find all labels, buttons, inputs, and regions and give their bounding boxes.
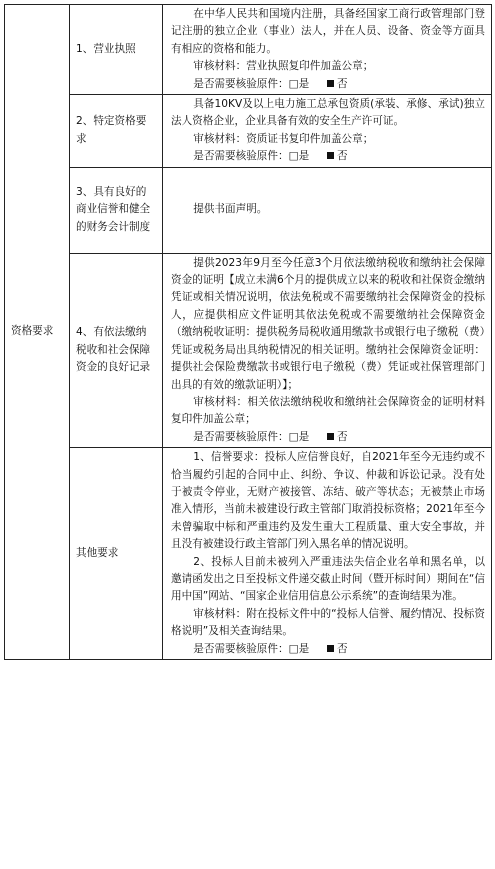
review-material: 审核材料：资质证书复印件加盖公章；	[193, 132, 374, 145]
verify-original-line: 是否需要核验原件：□是 否	[193, 77, 348, 90]
detail-text: 提供2023年9月至今任意3个月依法缴纳税收和缴纳社会保障资金的证明【成立未满6个月的提供成立以来的税收和社保资金缴纳凭证或相关情况说明，依法免税或不需要缴纳社会保障资金的投标人，应提供相应文件证明其依法免税或不需要缴纳社会保障资金（缴纳税收证明：提供税务局税收通用缴款书或银行电子缴税（费）凭证或税务局出具纳税情况的相关证明。缴纳社会保障资金证明：提供社会保险费缴款书或银行电子缴税（费）凭证或社保管理部门出具的有效的缴款证明）】；	[171, 256, 485, 391]
requirement-name: 4、有依法缴纳税收和社会保障资金的良好记录	[70, 253, 163, 447]
verify-original-line: 是否需要核验原件：□是 否	[193, 430, 348, 443]
review-material: 审核材料：营业执照复印件加盖公章；	[193, 60, 374, 73]
requirement-detail	[163, 253, 492, 447]
verify-original-line: 是否需要核验原件：□是 否	[193, 150, 348, 163]
requirement-name: 2、特定资格要求	[70, 95, 163, 168]
detail-text: 1、信誉要求：投标人应信誉良好，自2021年至今无违约或不恰当履约引起的合同中止、纠纷、争议、仲裁和诉讼记录。没有处于被责令停业，无财产被接管、冻结、破产等状态；无被禁止市场准入情形，当前未被建设行政主管部门取消投标资格；2021年至今未曾骗取中标和严重违约及发生重大工程质量、重大安全事故，并且没有被建设行政主管部门列入黑名单的情况说明。	[171, 451, 485, 551]
checked-box-icon	[327, 433, 334, 440]
review-material: 审核材料：相关依法缴纳税收和缴纳社会保障资金的证明材料复印件加盖公章；	[171, 395, 485, 426]
table-row	[5, 253, 492, 447]
table-row	[5, 5, 492, 95]
requirement-name: 1、营业执照	[70, 5, 163, 95]
table-row	[5, 167, 492, 253]
detail-text: 具备10KV及以上电力施工总承包资质(承装、承修、承试)独立法人资格企业，企业具备有效的安全生产许可证。	[171, 98, 485, 128]
checked-box-icon	[327, 152, 334, 159]
review-material: 审核材料：附在投标文件中的“投标人信誉、履约情况、投标资格说明”及相关查询结果。	[171, 607, 485, 638]
table-row	[5, 448, 492, 660]
requirement-detail	[163, 95, 492, 168]
requirement-detail	[163, 5, 492, 95]
requirement-detail	[163, 448, 492, 660]
qualification-table	[4, 4, 492, 660]
category-cell: 资格要求	[5, 5, 70, 660]
requirement-name: 其他要求	[70, 448, 163, 660]
checked-box-icon	[327, 80, 334, 87]
requirement-detail	[163, 167, 492, 253]
detail-text: 在中华人民共和国境内注册，具备经国家工商行政管理部门登记注册的独立企业（事业）法人，并在人员、设备、资金等方面具有相应的资格和能力。	[171, 8, 485, 55]
requirement-name: 3、具有良好的商业信誉和健全的财务会计制度	[70, 167, 163, 253]
verify-original-line: 是否需要核验原件：□是 否	[193, 642, 348, 655]
checked-box-icon	[327, 645, 334, 652]
detail-text: 2、投标人目前未被列入严重违法失信企业名单和黑名单，以邀请函发出之日至投标文件递交截止时间（暨开标时间）期间在“信用中国”网站、“国家企业信用信息公示系统”的查询结果为准。	[171, 555, 485, 603]
detail-text: 提供书面声明。	[193, 203, 268, 216]
table-row	[5, 95, 492, 168]
